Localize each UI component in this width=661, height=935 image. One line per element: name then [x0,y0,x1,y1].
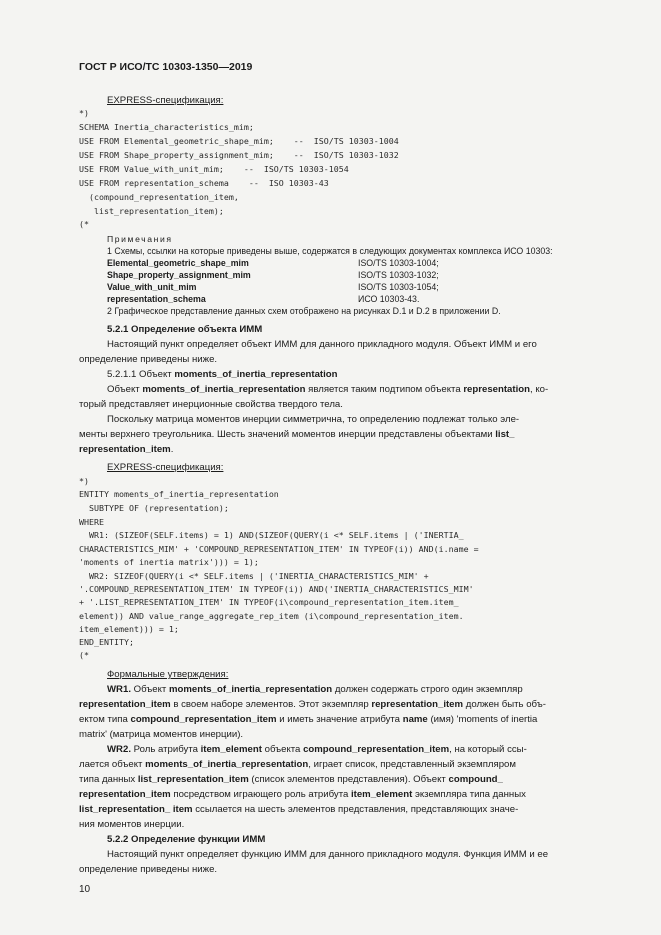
code-line: USE FROM Value_with_unit_mim; -- ISO/TS 10303-1054 [79,164,349,174]
section-title: 5.2.2 Определение функции ИММ [107,834,266,845]
code-line: *) [79,476,89,486]
paragraph-line [107,384,548,396]
rule-label: WR2. [107,744,131,755]
paragraph-line [79,774,503,786]
code-line: SUBTYPE OF (representation); [79,503,229,513]
text: ссылается на шесть элементов представления, представляющих значе- [195,804,519,815]
text: является таким подтипом объекта [308,384,461,395]
entity-name: list_ [495,429,515,440]
entity-name: representation_item [79,444,171,455]
entity-name: representation [463,384,530,395]
paragraph-line: определение приведены ниже. [79,354,218,365]
section-title: 5.2.1 Определение объекта ИММ [107,324,263,335]
entity-name: moments_of_inertia_representation [174,369,338,380]
text: (список элементов представления). Объект [251,774,446,785]
code-line: USE FROM Shape_property_assignment_mim; -- ISO/TS 10303-1032 [79,150,399,160]
code-line: WHERE [79,517,104,527]
code-line: WR1: (SIZEOF(SELF.items) = 1) AND(SIZEOF(QUERY(i <* SELF.items | ('INERTIA_ [79,530,464,540]
paragraph-line: matrix' (матрица моментов инерции). [79,729,244,740]
code-line: WR2: SIZEOF(QUERY(i <* SELF.items | ('INERTIA_CHARACTERISTICS_MIM' + [79,571,429,581]
document-header: ГОСТ Р ИСО/ТС 10303-1350—2019 [79,61,253,73]
code-line: (compound_representation_item, [79,192,239,202]
text: , ко- [529,384,549,395]
ref-name: representation_schema [107,294,206,304]
text: ектом типа [79,714,128,725]
entity-name: moments_of_inertia_representation [142,384,306,395]
code-line: *) [79,108,89,118]
entity-name: name [402,714,428,725]
subsection-number: 5.2.1.1 Объект [107,369,172,380]
text: Объект [133,684,167,695]
formal-heading: Формальные утверждения: [107,669,229,680]
note-2: 2 Графическое представление данных схем отображено на рисунках D.1 и D.2 в приложении D. [107,306,501,316]
express-spec-heading: EXPRESS-спецификация: [107,462,224,473]
code-line: 'moments of inertia matrix'))) = 1); [79,557,259,567]
entity-name: representation_item [79,699,171,710]
code-line: + '.LIST_REPRESENTATION_ITEM' IN TYPEOF(i\compound_representation_item.item_ [79,597,459,607]
ref-name: Shape_property_assignment_mim [107,270,251,280]
text: типа данных [79,774,136,785]
paragraph-line [79,444,173,456]
entity-name: moments_of_inertia_representation [145,759,309,770]
ref-doc: ИСО 10303-43. [358,294,420,304]
paragraph-line: торый представляет инерционные свойства твердого тела. [79,399,343,410]
text: посредством играющего роль атрибута [173,789,349,800]
paragraph-line [107,684,523,696]
text: (имя) 'moments of inertia [430,714,538,725]
code-line: END_ENTITY; [79,637,134,647]
text: должен быть объ- [465,699,546,710]
paragraph-line [79,804,518,816]
entity-name: compound_ [448,774,503,785]
paragraph-line [79,714,537,726]
paragraph-line: Настоящий пункт определяет функцию ИММ для данного прикладного модуля. Функция ИММ и ее [107,849,549,860]
code-line: USE FROM representation_schema -- ISO 10303-43 [79,178,329,188]
text: лается объект [79,759,143,770]
text: в своем наборе элементов. Этот экземпляр [173,699,369,710]
paragraph-line: ния моментов инерции. [79,819,185,830]
paragraph-line: Настоящий пункт определяет объект ИММ для данного прикладного модуля. Объект ИММ и его [107,339,537,350]
code-line: '.COMPOUND_REPRESENTATION_ITEM' IN TYPEOF(i)) AND('INERTIA_CHARACTERISTICS_MIM' [79,584,474,594]
ref-doc: ISO/TS 10303-1004; [358,258,439,268]
paragraph-line [79,789,526,801]
code-line: element)) AND value_range_aggregate_rep_item (i\compound_representation_item. [79,611,464,621]
entity-name: representation_item [79,789,171,800]
entity-name: item_element [200,744,262,755]
express-spec-heading: EXPRESS-спецификация: [107,95,224,106]
paragraph-line [79,759,516,771]
paragraph-line: определение приведены ниже. [79,864,218,875]
page-number: 10 [79,884,91,895]
text: Объект [107,384,140,395]
text: , на который ссы- [449,744,527,755]
text: экземпляра типа данных [414,789,526,800]
paragraph-line [79,429,514,441]
ref-doc: ISO/TS 10303-1032; [358,270,439,280]
text: и иметь значение атрибута [279,714,401,725]
text: , играет список, представленный экземпляром [308,759,516,770]
entity-name: representation_item [371,699,464,710]
code-line: SCHEMA Inertia_characteristics_mim; [79,122,254,132]
entity-name: moments_of_inertia_representation [169,684,333,695]
text: объекта [264,744,301,755]
code-line: (* [79,650,89,660]
code-line: item_element))) = 1; [79,624,179,634]
entity-name: list_representation_ item [79,804,193,815]
text: . [170,444,174,455]
entity-name: list_representation_item [137,774,249,785]
notes-heading: Примечания [107,234,173,244]
note-1: 1 Схемы, ссылки на которые приведены выше, содержатся в следующих документах комплекса ИСО 10303: [107,246,553,256]
code-line: CHARACTERISTICS_MIM' + 'COMPOUND_REPRESENTATION_ITEM' IN TYPEOF(i)) AND(i.name = [79,544,479,554]
entity-name: item_element [350,789,413,800]
ref-name: Elemental_geometric_shape_mim [107,258,249,268]
code-line: list_representation_item); [79,206,224,216]
paragraph-line: Поскольку матрица моментов инерции симметрична, то определению подлежат только эле- [107,414,520,425]
entity-name: compound_representation_item [130,714,277,725]
text: Роль атрибута [133,744,198,755]
subsection-title [107,369,338,381]
paragraph-line [107,744,527,756]
text: менты верхнего треугольника. Шесть значений моментов инерции представлены объектами [79,429,493,440]
entity-name: compound_representation_item [303,744,450,755]
ref-name: Value_with_unit_mim [107,282,197,292]
code-line: USE FROM Elemental_geometric_shape_mim; -- ISO/TS 10303-1004 [79,136,399,146]
code-line: (* [79,219,89,229]
ref-doc: ISO/TS 10303-1054; [358,282,439,292]
rule-label: WR1. [107,684,131,695]
paragraph-line [79,699,546,711]
text: должен содержать строго один экземпляр [334,684,523,695]
code-line: ENTITY moments_of_inertia_representation [79,489,279,499]
